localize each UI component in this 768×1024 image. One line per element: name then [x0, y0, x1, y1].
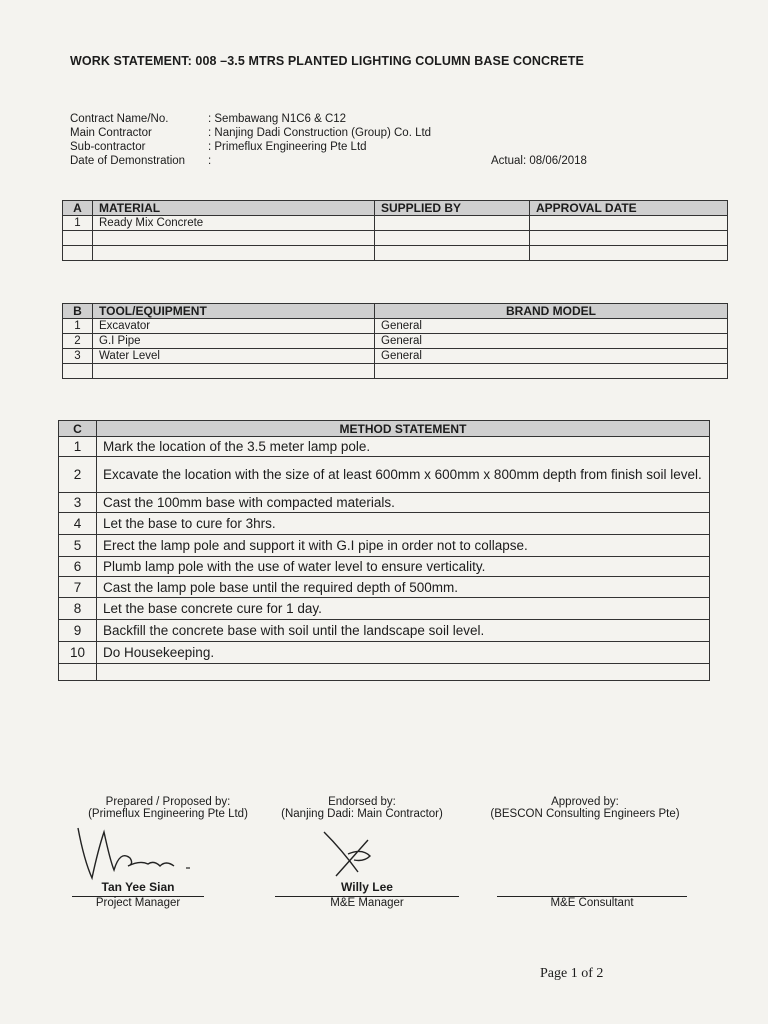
table-row	[59, 557, 710, 577]
table-row	[59, 535, 710, 557]
signature-org: (Primeflux Engineering Pte Ltd)	[88, 808, 248, 820]
signature-endorsed	[262, 796, 462, 820]
info-value: : Nanjing Dadi Construction (Group) Co. Ltd	[208, 127, 432, 139]
contract-info	[70, 112, 431, 168]
tool-cell: G.I Pipe	[93, 334, 375, 349]
step-number: 10	[59, 642, 97, 664]
column-header: TOOL/EQUIPMENT	[93, 304, 375, 319]
supplied-by-cell	[375, 216, 530, 231]
signatory-name: Tan Yee Sian	[101, 880, 175, 894]
signature-prepared	[68, 796, 268, 820]
info-row	[70, 140, 431, 154]
material-cell: Ready Mix Concrete	[93, 216, 375, 231]
row-number: 3	[63, 349, 93, 364]
brand-cell: General	[375, 349, 728, 364]
info-value: : Primeflux Engineering Pte Ltd	[208, 141, 367, 153]
section-id: A	[63, 201, 93, 216]
signatory-role: M&E Consultant	[550, 897, 634, 909]
table-row	[59, 598, 710, 620]
section-id: B	[63, 304, 93, 319]
info-value: : Sembawang N1C6 & C12	[208, 113, 347, 125]
signature-heading: Approved by:	[551, 796, 619, 808]
approval-date-cell	[530, 216, 728, 231]
info-label: Sub-contractor	[70, 141, 146, 153]
brand-cell: General	[375, 319, 728, 334]
signatory-approved	[497, 880, 687, 909]
tool-table	[62, 303, 728, 379]
signature-org: (BESCON Consulting Engineers Pte)	[490, 808, 680, 820]
step-text: Cast the lamp pole base until the required depth of 500mm.	[97, 577, 710, 598]
step-text: Plumb lamp pole with the use of water level to ensure verticality.	[97, 557, 710, 577]
table-row	[63, 216, 728, 231]
tool-cell: Water Level	[93, 349, 375, 364]
tool-cell: Excavator	[93, 319, 375, 334]
table-row	[59, 457, 710, 493]
material-table	[62, 200, 728, 261]
method-table	[58, 420, 710, 681]
document-title: WORK STATEMENT: 008 –3.5 MTRS PLANTED LIGHTING COLUMN BASE CONCRETE	[70, 54, 584, 68]
table-row-empty	[63, 364, 728, 379]
column-header: APPROVAL DATE	[530, 201, 728, 216]
signature-org: (Nanjing Dadi: Main Contractor)	[281, 808, 443, 820]
table-header-row	[63, 201, 728, 216]
handwritten-signature-endorsed	[318, 826, 398, 886]
page-number: Page 1 of 2	[540, 966, 604, 981]
step-number: 3	[59, 493, 97, 513]
table-header-row	[63, 304, 728, 319]
table-header-row	[59, 421, 710, 437]
table-row-empty	[59, 664, 710, 681]
signatory-role: Project Manager	[95, 897, 181, 909]
brand-cell: General	[375, 334, 728, 349]
step-text: Backfill the concrete base with soil until the landscape soil level.	[97, 620, 710, 642]
column-header: MATERIAL	[93, 201, 375, 216]
table-row	[59, 577, 710, 598]
step-text: Let the base to cure for 3hrs.	[97, 513, 710, 535]
section-id: C	[59, 421, 97, 437]
step-text: Let the base concrete cure for 1 day.	[97, 598, 710, 620]
table-row	[63, 334, 728, 349]
step-text: Mark the location of the 3.5 meter lamp pole.	[97, 437, 710, 457]
signatory-role: M&E Manager	[330, 897, 404, 909]
step-text: Cast the 100mm base with compacted materials.	[97, 493, 710, 513]
step-text: Erect the lamp pole and support it with G.I pipe in order not to collapse.	[97, 535, 710, 557]
table-row	[63, 319, 728, 334]
signatory-endorsed	[275, 880, 459, 909]
table-row-empty	[63, 246, 728, 261]
table-row	[59, 513, 710, 535]
signature-heading: Prepared / Proposed by:	[105, 796, 231, 808]
step-number: 2	[59, 457, 97, 493]
table-row	[59, 437, 710, 457]
row-number: 1	[63, 216, 93, 231]
column-header: BRAND MODEL	[375, 304, 728, 319]
step-number: 6	[59, 557, 97, 577]
signatory-name	[497, 880, 687, 894]
step-text: Do Housekeeping.	[97, 642, 710, 664]
info-label: Main Contractor	[70, 127, 152, 139]
signature-heading: Endorsed by:	[328, 796, 396, 808]
step-text: Excavate the location with the size of at least 600mm x 600mm x 800mm depth from finish soil level.	[97, 457, 710, 493]
info-row	[70, 112, 431, 126]
step-number: 5	[59, 535, 97, 557]
row-number: 2	[63, 334, 93, 349]
signature-approved	[470, 796, 700, 820]
signatory-name: Willy Lee	[341, 880, 393, 894]
table-row	[63, 349, 728, 364]
step-number: 9	[59, 620, 97, 642]
table-row	[59, 620, 710, 642]
step-number: 7	[59, 577, 97, 598]
actual-date: Actual: 08/06/2018	[491, 155, 587, 167]
info-label: Date of Demonstration	[70, 155, 186, 167]
column-header: METHOD STATEMENT	[97, 421, 710, 437]
info-value: :	[208, 155, 212, 167]
step-number: 1	[59, 437, 97, 457]
table-row	[59, 642, 710, 664]
signatory-prepared	[72, 880, 204, 909]
step-number: 4	[59, 513, 97, 535]
table-row	[59, 493, 710, 513]
info-label: Contract Name/No.	[70, 113, 169, 125]
step-number: 8	[59, 598, 97, 620]
row-number: 1	[63, 319, 93, 334]
column-header: SUPPLIED BY	[375, 201, 530, 216]
table-row-empty	[63, 231, 728, 246]
info-row	[70, 154, 431, 168]
info-row	[70, 126, 431, 140]
